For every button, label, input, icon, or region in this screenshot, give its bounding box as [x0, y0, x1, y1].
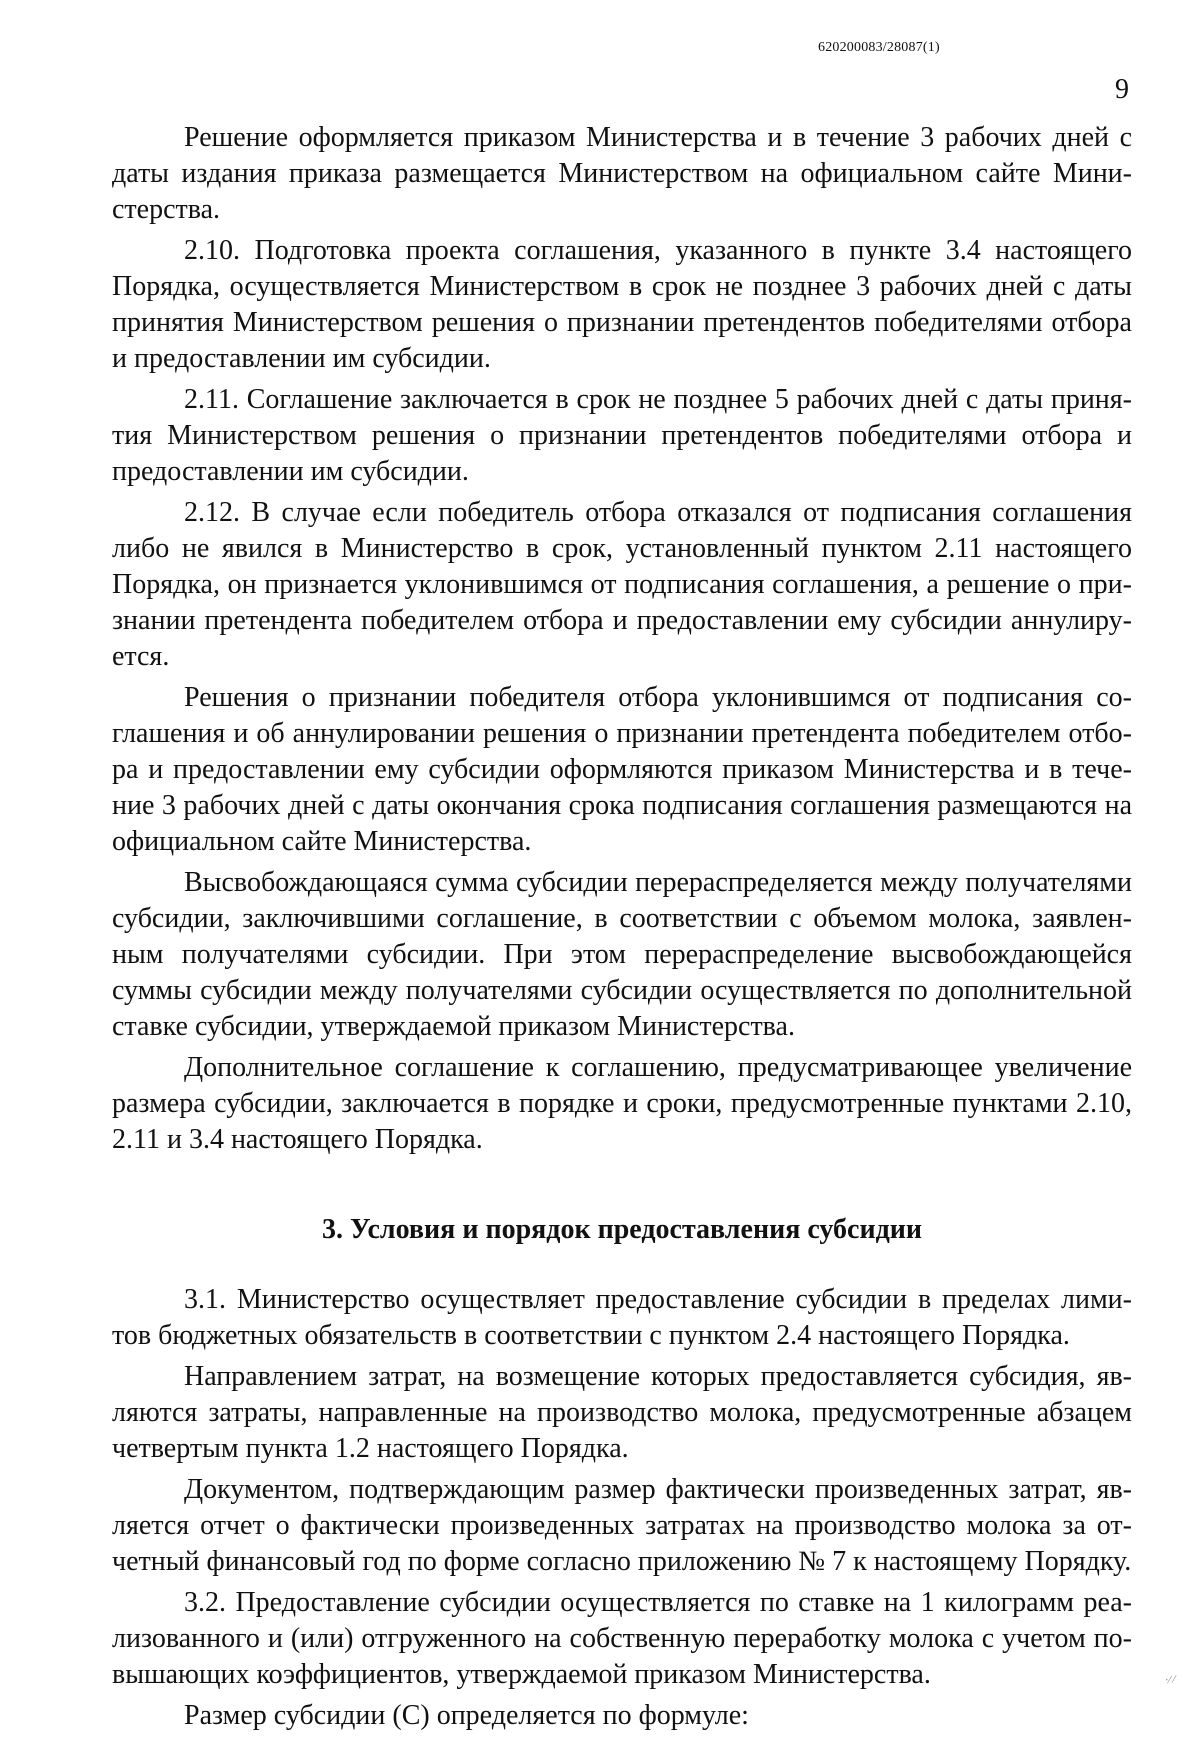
paragraph: Документом, подтверждающим размер фактически произведенных затрат, является отчет о фактически произведенных затратах на производство молока за отчетный финансовый год по форме согласно приложению № 7 к настоящему Порядку. [112, 1474, 1132, 1577]
section-title: 3. Условия и порядок предоставления субсидии [321, 1214, 923, 1245]
paragraph: Размер субсидии (С) определяется по формуле: [184, 1700, 749, 1731]
paragraph: 2.10. Подготовка проекта соглашения, указанного в пункте 3.4 настоящего Порядка, осуществляется Министерством в срок не позднее 3 рабочих дней с даты принятия Министерством решения о признании претендентов победителями отбора и предоставлении им субсидии. [112, 235, 1132, 374]
paragraph: Решения о признании победителя отбора уклонившимся от подписания соглашения и об аннулировании решения о признании претендента победителем отбора и предоставлении ему субсидии оформляются приказом Министерства и в течение 3 рабочих дней с даты окончания срока подписания соглашения размещаются на официальном сайте Министерства. [112, 682, 1132, 857]
scan-mark: ·⁄ ⁄ [1164, 1673, 1176, 1687]
page-number: 9 [1115, 74, 1129, 105]
paragraph: Направлением затрат, на возмещение которых предоставляется субсидия, являются затраты, направленные на производство молока, предусмотренные абзацем четвертым пункта 1.2 настоящего Порядка. [112, 1361, 1132, 1464]
paragraph: 2.12. В случае если победитель отбора отказался от подписания соглашения либо не явился в Министерство в срок, установленный пунктом 2.11 настоящего Порядка, он признается уклонившимся от подписания соглашения, а решение о признании претендента победителем отбора и предоставлении ему субсидии аннулируется. [112, 497, 1132, 672]
paragraph: 3.2. Предоставление субсидии осуществляется по ставке на 1 килограмм реализованного и (или) отгруженного на собственную переработку молока с учетом повышающих коэффициентов, утверждаемой приказом Министерства. [112, 1587, 1132, 1690]
paragraph: 2.11. Соглашение заключается в срок не позднее 5 рабочих дней с даты принятия Министерством решения о признании претендентов победителями отбора и предоставлении им субсидии. [112, 384, 1132, 487]
paragraph: Дополнительное соглашение к соглашению, предусматривающее увеличение размера субсидии, заключается в порядке и сроки, предусмотренные пунктами 2.10, 2.11 и 3.4 настоящего Порядка. [112, 1052, 1132, 1155]
paragraph: Решение оформляется приказом Министерства и в течение 3 рабочих дней с даты издания приказа размещается Министерством на официальном сайте Министерства. [112, 122, 1132, 225]
document-body [112, 120, 1132, 1739]
document-id: 620200083/28087(1) [818, 40, 940, 55]
paragraph: Высвобождающаяся сумма субсидии перераспределяется между получателями субсидии, заключившими соглашение, в соответствии с объемом молока, заявленным получателями субсидии. При этом перераспределение высвобождающейся суммы субсидии между получателями субсидии осуществляется по дополнительной ставке субсидии, утверждаемой приказом Министерства. [112, 867, 1132, 1042]
paragraph: 3.1. Министерство осуществляет предоставление субсидии в пределах лимитов бюджетных обязательств в соответствии с пунктом 2.4 настоящего Порядка. [112, 1284, 1132, 1351]
